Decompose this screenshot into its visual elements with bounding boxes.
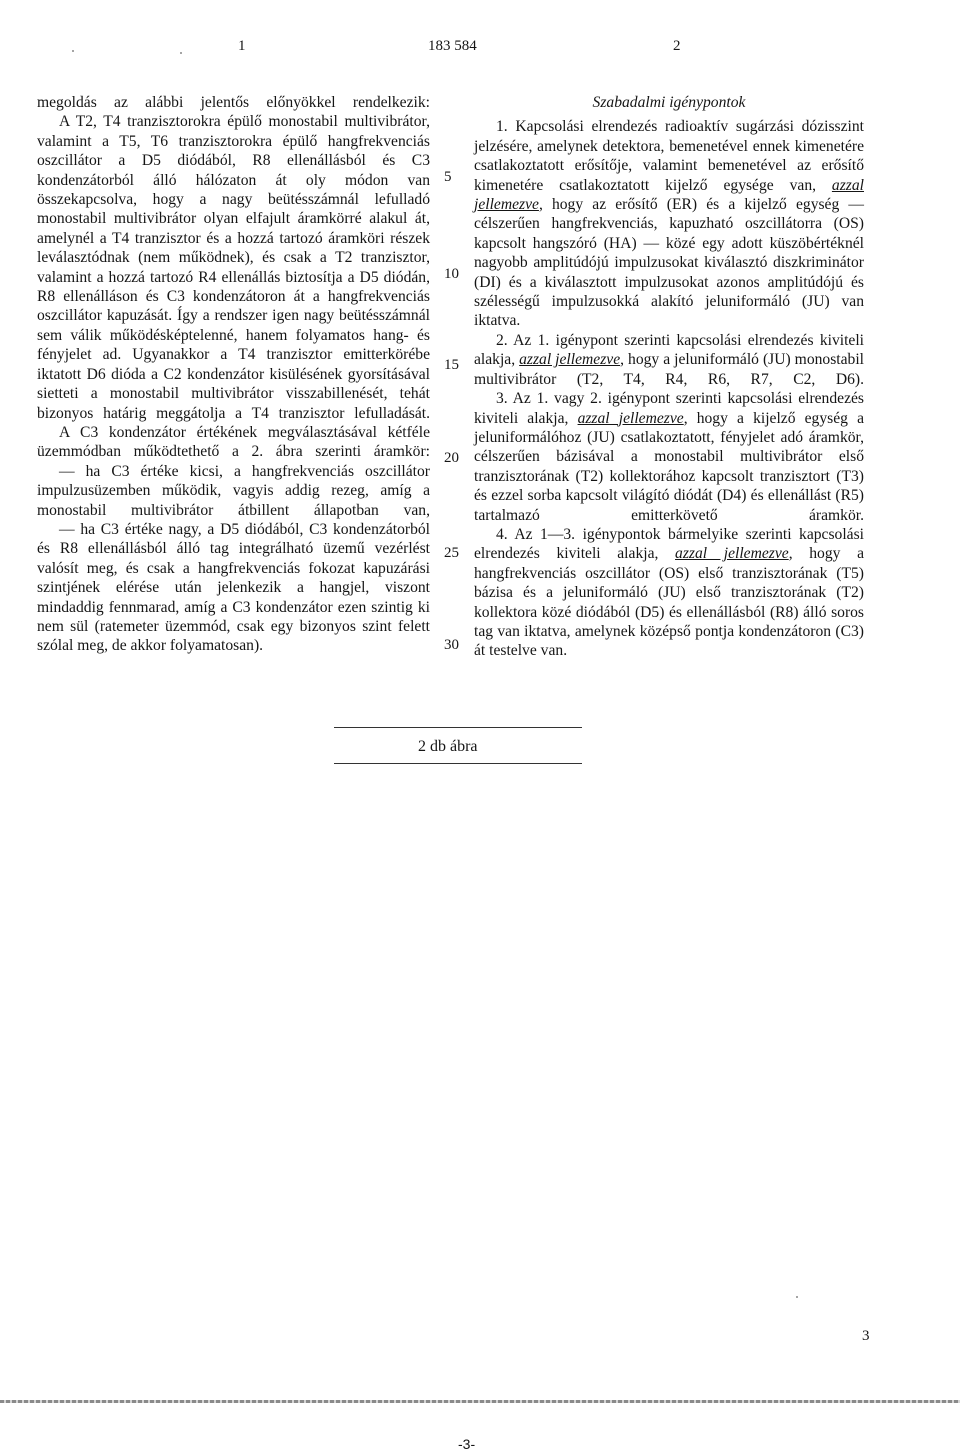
left-page-number: 1 — [238, 38, 246, 54]
right-column — [474, 93, 864, 661]
claim: 2. Az 1. igénypont szerinti kapcsolási elrendezés kiviteli alakja, azzal jellemezve, hogy a jeluniformáló (JU) monostabil multivibrátor (T2, T4, R4, R6, R7, C2, D6). — [474, 331, 864, 388]
line-number: 15 — [444, 357, 459, 373]
right-page-number: 2 — [673, 38, 681, 54]
line-number: 30 — [444, 637, 459, 653]
figure-note: 2 db ábra — [418, 738, 478, 755]
left-paragraph: A T2, T4 tranzisztorokra épülő monostabil multivibrátor, valamint a T5, T6 tranzisztorokra épülő hangfrekvenciás oszcillátor a D5 diódából, R8 ellenállásból és C3 kondenzátorból álló hálózaton át oly módon van összekapcsolva, hogy a nagy beütésszámnál lefulladó monostabil multivibrátor olyan elfajult áramkörré alakul át, amelynél a T4 tranzisztor és a hozzá tartozó áramköri részek leválasztódnak (nem működnek), és csak a T2 tranzisztor, valamint a hozzá tartozó R4 ellenállás biztosítja a D5 diódán, R8 ellenálláson és C3 kondenzátoron át a hangfrekvenciás oszcillátor kapuzását. Így a rendszer igen nagy beütésszámnál sem válik működésképtelenné, hanem folyamatos hang- és fényjelet ad. Ugyanakkor a T4 tranzisztor emitterkörébe iktatott D6 dióda a C2 kondenzátor kisülésének gyorsításával sietteti a monostabil multivibrátor visszabillenését, tehát bizonyos határig meggátolja a T4 tranzisztor lefulladását. — [37, 113, 430, 422]
line-number: 5 — [444, 169, 452, 185]
footer-page-mark: -3- — [458, 1436, 476, 1452]
claim-characterising-phrase: azzal jellemezve — [675, 545, 789, 563]
corner-mark: 3 — [862, 1328, 870, 1344]
separator-rule — [334, 763, 582, 764]
claim-characterising-phrase: azzal jellemezve — [577, 409, 684, 427]
claims-heading: Szabadalmi igénypontok — [592, 94, 746, 111]
claim: 4. Az 1—3. igénypontok bármelyike szerinti kapcsolási elrendezés kiviteli alakja, azzal jellemezve, hogy a hangfrekvenciás oszcillátor (OS) első tranzisztorának (T5) bázisa és a jeluniformáló (JU) első tranzisztorának (T2) kollektora közé diódából (D5) és ellenállásból (R8) álló soros tag van iktatva, amelynek középső pontja kondenzátoron (C3) át testelve van. — [474, 525, 865, 660]
line-number: 10 — [444, 266, 459, 282]
scan-speck — [796, 1296, 798, 1298]
claim: 3. Az 1. vagy 2. igénypont szerinti kapcsolási elrendezés kiviteli alakja, azzal jellemezve, hogy a kijelző egység a jeluniformálóhoz (JU) csatlakoztatott, fényjelet adó áramkör, célszerűen bázisával a monostabil multivibrátor első tranzisztorának (T2) kollektorához kapcsolt tranzisztort (T3) és ezzel sorba kapcsolt világító diódát (D4) és ellenállást (R5) tartalmazó emitterkövető áramkör. — [474, 390, 864, 524]
left-paragraph: A C3 kondenzátor értékének megválasztásával kétféle üzemmódban működtethető a 2. ábra szerinti áramkör: — [37, 423, 430, 461]
footer-line — [0, 1400, 960, 1403]
claim-characterising-phrase: azzal jellemezve — [474, 176, 864, 214]
left-paragraph: megoldás az alábbi jelentős előnyökkel rendelkezik: — [37, 94, 430, 111]
left-column — [37, 93, 430, 656]
line-number: 20 — [444, 450, 459, 466]
line-number: 25 — [444, 545, 459, 561]
patent-number: 183 584 — [428, 38, 477, 54]
left-paragraph: — ha C3 értéke kicsi, a hangfrekvenciás oszcillátor impulzusüzemben működik, vagyis addig rezeg, amíg a monostabil multivibrátor átbillent állapotban van, — [37, 462, 430, 519]
left-paragraph: — ha C3 értéke nagy, a D5 diódából, C3 kondenzátorból és R8 ellenállásból álló tag integrálható üzemű vezérlést valósít meg, és csak a hangfrekvenciás fokozat kapuzárási szintjének elérése után jelenkezik a hangjel, viszont mindaddig fennmarad, amíg a C3 kondenzátor ezen szintig ki nem sül (ratemeter üzemmód, csak egy bizonyos szint felett szólal meg, de akkor folyamatosan). — [37, 520, 430, 655]
separator-rule — [334, 727, 582, 728]
claim-characterising-phrase: azzal jellemezve — [519, 351, 621, 369]
claim: 1. Kapcsolási elrendezés radioaktív sugárzási dózisszint jelzésére, amelynek detektora, bemenetével ennek kimenetére csatlakoztatott erősítője, valamint bemenetével az erősítő kimenetére csatlakoztatott kijelző egysége van, azzal jellemezve, hogy az erősítő (ER) és a kijelző egység — célszerűen hangfrekvenciás, kapuzható oszcillátorra (OS) kapcsolt hangszóró (HA) — közé egy adott küszöbértéknél nagyobb amplitúdójú impulzusokat kiválasztó diszkriminátor (DI) és a kiválasztott impulzusokat azonos amplitúdójú és szélességű impulzusokká alakító jeluniformáló (JU) van iktatva. — [474, 118, 864, 330]
scan-speck — [72, 50, 74, 52]
scan-speck — [180, 52, 182, 54]
